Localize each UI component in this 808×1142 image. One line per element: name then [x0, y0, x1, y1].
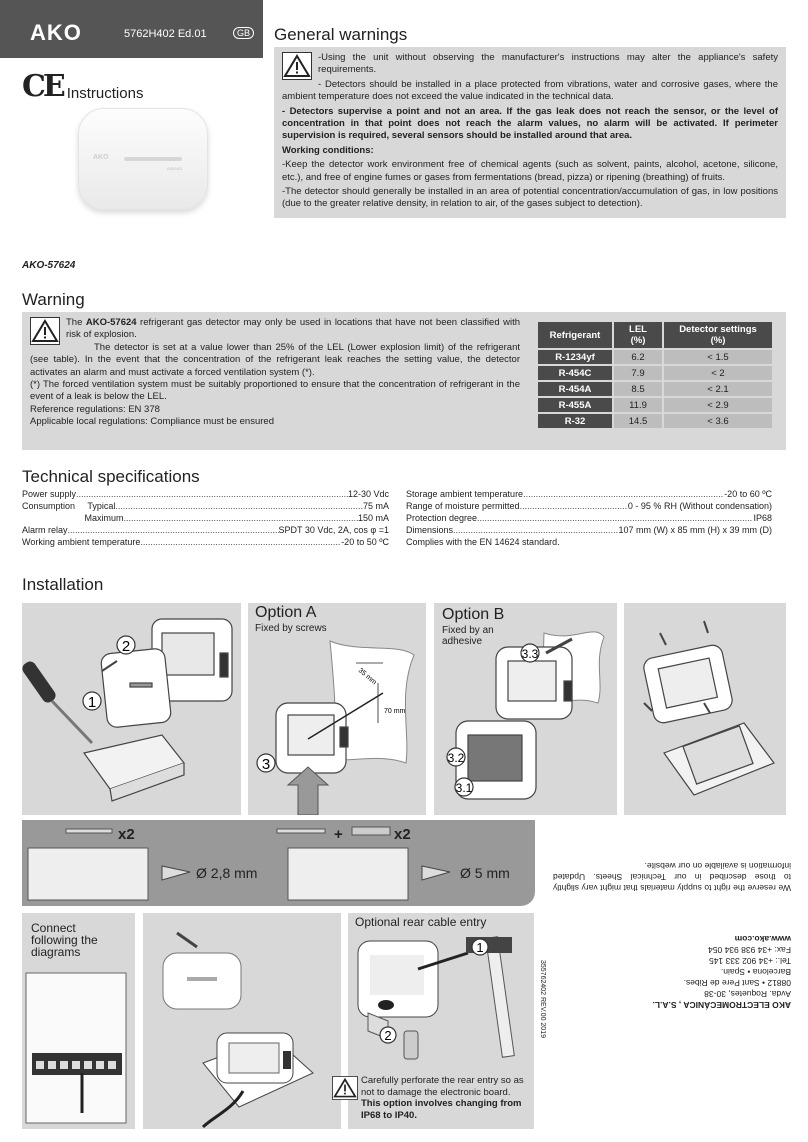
spec-row [22, 488, 389, 500]
standard-compliance: Complies with the EN 14624 standard. [406, 537, 560, 547]
device-model-mark: AIRGAS [167, 166, 183, 171]
spec-value: 107 mm (W) x 85 mm (H) x 39 mm (D) [618, 525, 772, 535]
table-cell: 8.5 [614, 382, 662, 396]
spec-label: Working ambient temperature [22, 537, 141, 547]
dimension-70mm: 70 mm [384, 708, 406, 715]
installation-title: Installation [22, 575, 104, 594]
spec-label: Dimensions [406, 525, 454, 535]
table-cell: < 1.5 [664, 350, 772, 364]
spec-value: 75 mA [362, 501, 389, 511]
warning-paragraph-5: Applicable local regulations: Compliance must be ensured [30, 416, 274, 428]
plus-sign: + [334, 826, 343, 843]
spec-label: Alarm relay [22, 525, 68, 535]
connect-label-2: following the [31, 933, 98, 947]
company-info-rotated [553, 860, 791, 1010]
rear-entry-note-bold: This option involves changing from IP68 to IP40. [361, 1098, 522, 1121]
warning-title: Warning [22, 290, 85, 309]
table-row [538, 366, 772, 380]
step-3-3-label: 3.3 [521, 647, 539, 661]
warning-p1-model: AKO-57624 [85, 317, 137, 328]
warning-p1-pre: The [66, 317, 86, 328]
company-name: AKO ELECTROMECÁNICA , S.A.L. [652, 1000, 791, 1010]
language-badge: GB [233, 27, 254, 39]
screw-quantity-a: x2 [118, 826, 135, 843]
option-b-subtitle-2: adhesive [442, 636, 483, 647]
rear-entry-note [361, 1075, 531, 1121]
table-row [538, 414, 772, 428]
wall-plug-icon [352, 827, 390, 835]
spec-value: 12-30 Vdc [347, 489, 389, 499]
working-conditions-title: Working conditions: [282, 144, 374, 156]
table-cell: 14.5 [614, 414, 662, 428]
gw-paragraph-5: -The detector should generally be installed in an area of potential concentration/accumulation of gas, in low positions (due to the greater relative density, in relation to air, of the gases subject to detection). [282, 186, 778, 210]
option-b-title: Option B [442, 606, 505, 623]
gw-paragraph-3: - Detectors supervise a point and not an area. If the gas leak does not reach the sensor, or the level of concentration in that point does not reach the alarm values, no alarm will be activated. If perimeter supervision is required, several sensors should be installed around that area. [282, 105, 778, 142]
device-photo [78, 108, 208, 210]
warning-box [22, 312, 786, 450]
install-panel-option-b [434, 603, 617, 815]
spec-label: Power supply [22, 489, 77, 499]
spec-row [22, 500, 389, 512]
table-cell: 7.9 [614, 366, 662, 380]
warning-paragraph-4: Reference regulations: EN 378 [30, 403, 160, 415]
company-disclaimer: We reserve the right to supply materials that might vary slightly to those described in our Technical Sheets. Updated information is available on our website. [553, 861, 791, 893]
connect-panel [22, 913, 135, 1129]
table-header: LEL (%) [614, 322, 662, 348]
dimension-35mm: 35 mm [356, 667, 378, 687]
general-warnings-title: General warnings [274, 25, 408, 44]
rear-step-2-label: 2 [384, 1028, 392, 1043]
header-band [0, 0, 263, 58]
close-cover-panel [143, 913, 341, 1129]
spec-label: Range of moisture permitted [406, 501, 520, 511]
drill-bit-icon [162, 866, 190, 880]
spec-row [406, 512, 772, 524]
step-3-1-label: 3.1 [455, 781, 473, 795]
warning-text [30, 317, 520, 429]
gw-paragraph-4: -Keep the detector work environment free of chemical agents (such as solvent, paints, alcohol, acetone, silicone, etc.), and free of engine fumes or gases from fermentations (bread, pizza) or ripening (breathing) of fruits. [282, 159, 778, 183]
spec-row [406, 536, 772, 548]
spec-label: Maximum [22, 513, 124, 523]
spec-value: 150 mA [357, 513, 389, 523]
table-cell: 11.9 [614, 398, 662, 412]
table-cell: < 2.1 [664, 382, 772, 396]
warning-triangle-icon [282, 52, 312, 80]
screw-icon [66, 829, 112, 833]
company-address-3: Barcelona • Spain. [720, 967, 791, 977]
spec-value: SPDT 30 Vdc, 2A, cos φ =1 [278, 525, 389, 535]
table-header: Refrigerant [538, 322, 612, 348]
rear-entry-note-text: Carefully perforate the rear entry so as not to damage the electronic board. [361, 1075, 524, 1098]
model-number: AKO-57624 [22, 260, 76, 271]
drill-bit-icon [422, 866, 450, 880]
wiring-illustration [22, 913, 135, 1129]
warning-triangle-icon [30, 317, 60, 345]
table-cell: R-454A [538, 382, 612, 396]
step-2-label: 2 [121, 638, 131, 655]
screw-icon [277, 829, 325, 833]
rear-entry-title: Optional rear cable entry [355, 915, 487, 929]
install-panel-4 [624, 603, 786, 815]
table-header: Detector settings (%) [664, 322, 772, 348]
step-3-2-label: 3.2 [447, 751, 465, 765]
instructions-label: Instructions [66, 85, 144, 102]
table-cell: < 2 [664, 366, 772, 380]
table-cell: < 2.9 [664, 398, 772, 412]
ce-mark-icon: CE [22, 69, 63, 104]
document-code: 355762402 REV.00 2019 [539, 960, 546, 1038]
spec-row [406, 524, 772, 536]
ako-logo: AKO [30, 20, 82, 45]
warning-p1-post: refrigerant gas detector may only be used in locations that have not been classified with risk of explosion. [66, 317, 520, 341]
arrow-icon [177, 933, 197, 947]
instructions-heading [22, 69, 144, 104]
spec-value: -20 to 50 ºC [341, 537, 389, 547]
option-a-title: Option A [255, 604, 317, 621]
drill-diameter-small: Ø 2,8 mm [196, 865, 258, 881]
insulated-wall [28, 848, 148, 900]
spec-value: -20 to 60 ºC [724, 489, 772, 499]
refrigerant-table [536, 320, 774, 430]
company-website[interactable]: www.ako.com [734, 934, 791, 944]
tech-specs-title: Technical specifications [22, 467, 200, 486]
option-b-illustration [434, 603, 617, 815]
table-cell: 6.2 [614, 350, 662, 364]
company-address-1: Avda. Roquetes, 30-38 [704, 989, 791, 999]
warning-triangle-icon [332, 1076, 358, 1100]
spec-row [22, 512, 389, 524]
concrete-wall [288, 848, 408, 900]
install-step-1-2-illustration [22, 603, 241, 815]
spec-label: Consumption Typical [22, 501, 116, 511]
spec-row [406, 488, 772, 500]
general-warnings-box [274, 47, 786, 218]
up-arrow-icon [288, 767, 328, 815]
step-3-label: 3 [261, 756, 271, 773]
connect-label-1: Connect [31, 921, 76, 935]
connect-label-3: diagrams [31, 945, 81, 959]
table-cell: R-1234yf [538, 350, 612, 364]
company-fax: Fax: +34 938 934 054 [708, 945, 791, 955]
step-1-label: 1 [87, 694, 97, 711]
spec-row [22, 536, 389, 548]
company-tel: Tel.: +34 902 333 145 [709, 956, 791, 966]
screwdriver-icon [22, 659, 92, 743]
warning-paragraph-1 [30, 317, 520, 342]
option-a-illustration [248, 603, 426, 815]
spec-label: Storage ambient temperature [406, 489, 524, 499]
drill-diameter-large: Ø 5 mm [460, 865, 510, 881]
table-cell: R-455A [538, 398, 612, 412]
device-slot [124, 157, 182, 161]
warning-paragraph-2: The detector is set at a value lower than 25% of the LEL (Lower explosion limit) of the refrigerant (see table). In the event that the concentration of the refrigerant leak reaches the setting value, the detector activates an alarm and must activate a forced ventilation system (*). [30, 341, 520, 378]
rear-entry-illustration [348, 913, 534, 1073]
install-panel-1 [22, 603, 241, 815]
cable-gland-icon [404, 1031, 418, 1059]
document-reference: 5762H402 Ed.01 [124, 28, 207, 40]
close-cover-illustration [143, 913, 341, 1129]
spec-label: Protection degree [406, 513, 478, 523]
tech-specs-right [406, 488, 772, 548]
hammer-handle [486, 937, 515, 1058]
table-cell: R-32 [538, 414, 612, 428]
spec-row [406, 500, 772, 512]
screws-drill-bar [22, 820, 535, 906]
option-b-subtitle-1: Fixed by an [442, 625, 494, 636]
spec-value: IP68 [753, 513, 772, 523]
table-cell: < 3.6 [664, 414, 772, 428]
screw-quantity-b: x2 [394, 826, 411, 843]
table-row [538, 398, 772, 412]
screws-and-drill-illustration [22, 820, 535, 906]
tech-specs-left [22, 488, 389, 548]
install-panel-option-a [248, 603, 426, 815]
cover-screws-illustration [624, 603, 786, 815]
rear-step-1-label: 1 [476, 940, 484, 955]
table-row [538, 350, 772, 364]
spec-value: 0 - 95 % RH (Without condensation) [627, 501, 772, 511]
table-cell: R-454C [538, 366, 612, 380]
company-address-2: 08812 • Sant Pere de Ribes. [683, 978, 791, 988]
spec-row [22, 524, 389, 536]
option-a-subtitle: Fixed by screws [255, 623, 327, 634]
warning-paragraph-3: (*) The forced ventilation system must be suitably proportioned to ensure that the concentration of refrigerant in the event of a leak is below the LEL. [30, 379, 520, 403]
device-brand: AKO [93, 154, 109, 161]
gw-paragraph-2: - Detectors should be installed in a place protected from vibrations, water and corrosive gases, where the ambient temperature does not exceed the value indicated in the technical data. [282, 78, 778, 103]
gw-paragraph-1: -Using the unit without observing the manufacturer's instructions may alter the appliance's safety requirements. [318, 52, 778, 76]
table-row [538, 382, 772, 396]
